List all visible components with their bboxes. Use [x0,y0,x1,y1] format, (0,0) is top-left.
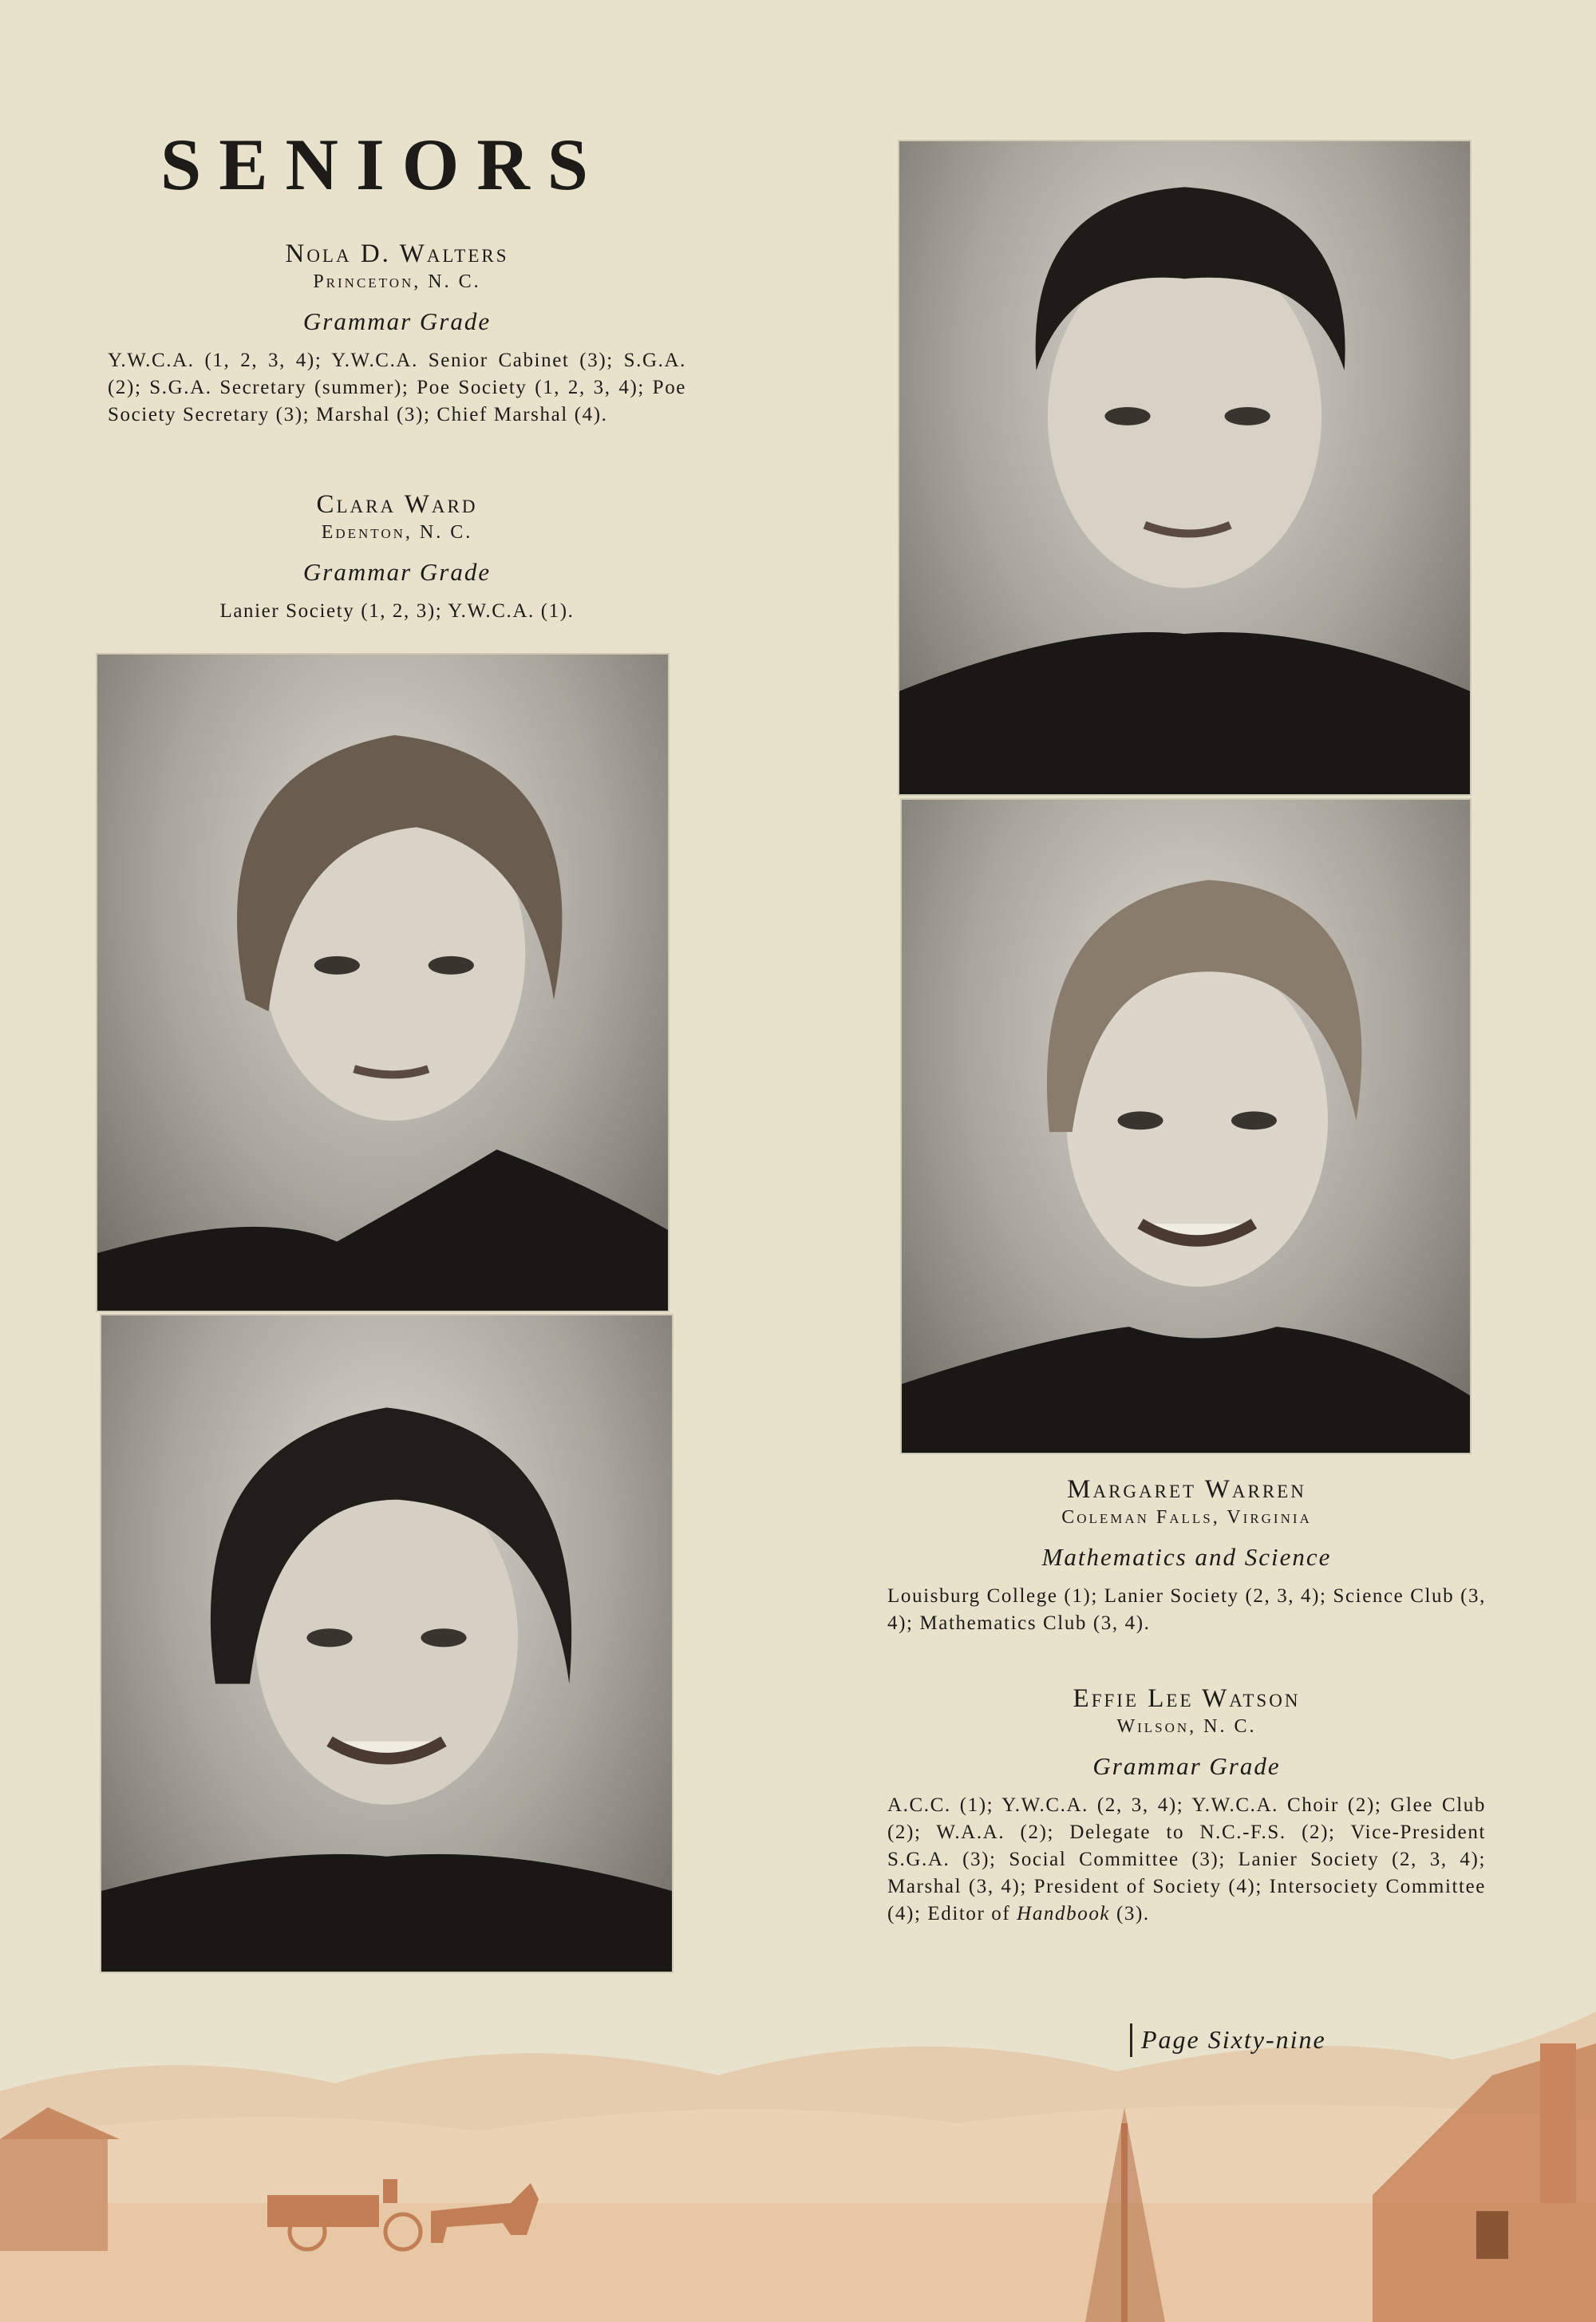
senior-hometown: Princeton, N. C. [313,271,481,293]
page-title: SENIORS [160,124,606,205]
senior-hometown: Coleman Falls, Virginia [1061,1507,1312,1529]
senior-hometown: Edenton, N. C. [321,522,473,544]
page-number: Page Sixty-nine [1141,2025,1326,2054]
senior-activities: Y.W.C.A. (1, 2, 3, 4); Y.W.C.A. Senior Cabinet (3); S.G.A. (2); S.G.A. Secretary (summer); Poe Society (1, 2, 3, 4); Poe Society Secretary (3); Marshal (3); Chief Marshal (4). [108,350,686,426]
senior-activities: Louisburg College (1); Lanier Society (2, 3, 4); Science Club (3, 4); Mathematics Club (3, 4). [887,1585,1486,1635]
senior-name: Effie Lee Watson [1073,1684,1301,1713]
senior-major: Mathematics and Science [1041,1543,1332,1572]
senior-activities [887,1792,1486,1928]
senior-entry-ward [108,490,686,625]
portrait-photo-watson [100,1314,674,1973]
page-number-rule [1130,2023,1132,2057]
senior-activities: Lanier Society (1, 2, 3); Y.W.C.A. (1). [219,600,575,623]
portrait-photo-walters [898,140,1472,796]
activities-text: A.C.C. (1); Y.W.C.A. (2, 3, 4); Y.W.C.A. Choir (2); Glee Club (2); W.A.A. (2); Delegate to N.C.-F.S. (2); Vice-President S.G.A. (3); Social Committee (3); Lanier Society (2, 3, 4); Marshal (3, 4); President of Society (4); Intersociety Committee (4); Editor of [887,1794,1486,1925]
activities-text-end: (3). [1110,1903,1150,1925]
portrait-photo-warren [900,798,1472,1454]
senior-major: Grammar Grade [302,307,492,336]
senior-hometown: Wilson, N. C. [1116,1716,1257,1738]
senior-name: Margaret Warren [1067,1475,1306,1504]
senior-entry-walters [108,239,686,429]
senior-major: Grammar Grade [302,558,492,587]
senior-major: Grammar Grade [1092,1752,1281,1781]
senior-entry-watson [887,1684,1486,1928]
handbook-title: Handbook [1017,1903,1111,1925]
senior-name: Clara Ward [316,490,478,519]
portrait-photo-ward [96,653,670,1312]
senior-entry-warren [887,1475,1486,1637]
pioneer-landscape-illustration [0,1996,1596,2322]
senior-name: Nola D. Walters [285,239,509,268]
